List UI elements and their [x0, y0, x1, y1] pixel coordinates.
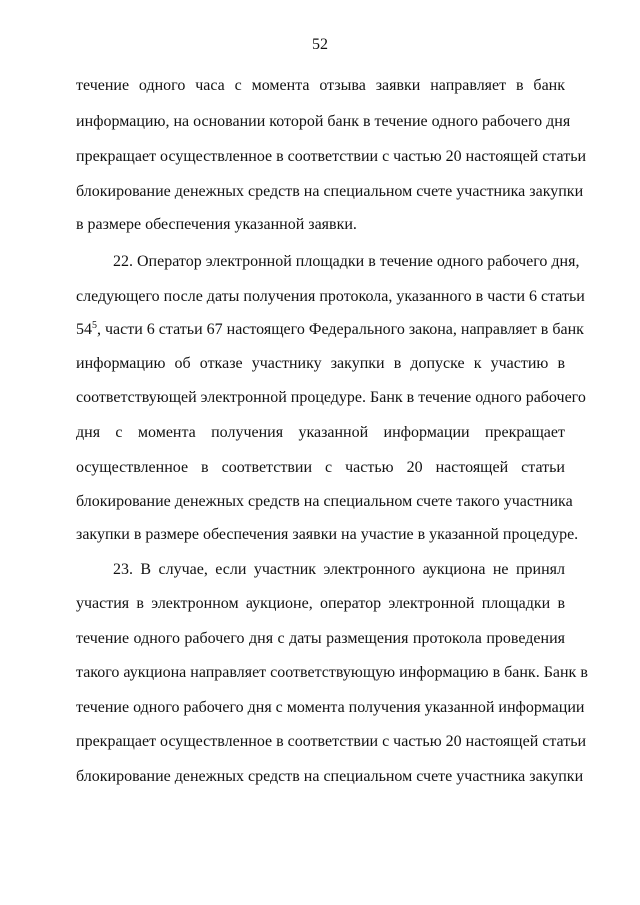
paragraph-2-line-6: дня с момента получения указанной информации прекращает [76, 424, 565, 441]
paragraph-1-line-5: в размере обеспечения указанной заявки. [76, 216, 357, 233]
page-number: 52 [312, 36, 328, 53]
paragraph-1-line-2: информацию, на основании которой банк в течение одного рабочего дня [76, 113, 571, 130]
paragraph-3-line-1: 23. В случае, если участник электронного аукциона не принял [113, 561, 565, 578]
paragraph-2-line-2: следующего после даты получения протокола, указанного в части 6 статьи [76, 288, 585, 305]
paragraph-2-line-1: 22. Оператор электронной площадки в течение одного рабочего дня, [113, 253, 580, 270]
paragraph-2-line-3-rest: , части 6 статьи 67 настоящего Федерального закона, направляет в банк [97, 321, 584, 338]
paragraph-3-line-5: течение одного рабочего дня с момента получения указанной информации [76, 699, 585, 716]
paragraph-2-line-5: соответствующей электронной процедуре. Банк в течение одного рабочего [76, 389, 586, 406]
paragraph-3-line-3: течение одного рабочего дня с даты размещения протокола проведения [76, 630, 565, 647]
paragraph-3-line-4: такого аукциона направляет соответствующую информацию в банк. Банк в [76, 664, 588, 681]
paragraph-1-line-1: течение одного часа с момента отзыва заявки направляет в банк [76, 77, 565, 94]
paragraph-3-line-7: блокирование денежных средств на специальном счете участника закупки [76, 768, 584, 785]
paragraph-3-line-2: участия в электронном аукционе, оператор электронной площадки в [76, 595, 565, 612]
paragraph-2-line-4: информацию об отказе участнику закупки в допуске к участию в [76, 355, 565, 372]
paragraph-2-line-3 [76, 320, 584, 340]
paragraph-2-line-9: закупки в размере обеспечения заявки на участие в указанной процедуре. [76, 526, 579, 543]
paragraph-3-line-6: прекращает осуществленное в соответствии с частью 20 настоящей статьи [76, 733, 587, 750]
law-article-number: 54 [76, 321, 92, 338]
paragraph-2-line-7: осуществленное в соответствии с частью 20 настоящей статьи [76, 459, 565, 476]
paragraph-1-line-3: прекращает осуществленное в соответствии с частью 20 настоящей статьи [76, 148, 587, 165]
superscript-index: 5 [92, 320, 97, 331]
paragraph-1-line-4: блокирование денежных средств на специальном счете участника закупки [76, 183, 584, 200]
paragraph-2-line-8: блокирование денежных средств на специальном счете такого участника [76, 493, 573, 510]
